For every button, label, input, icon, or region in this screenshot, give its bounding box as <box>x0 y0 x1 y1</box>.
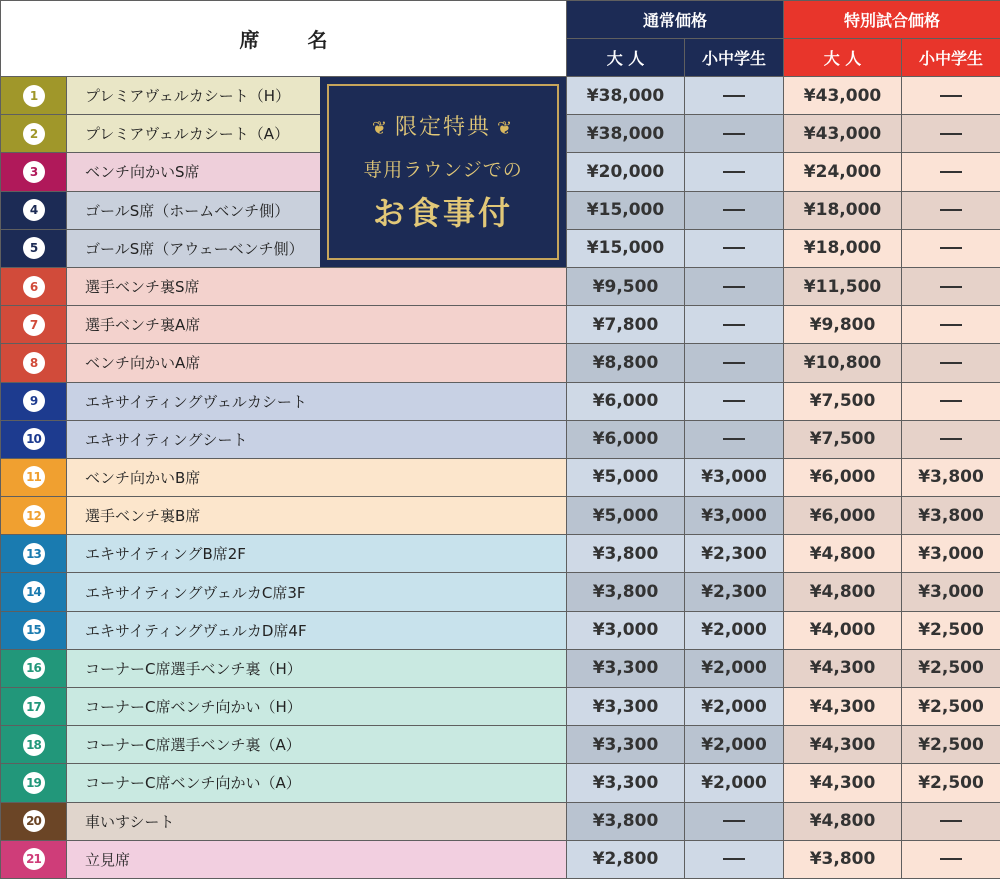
special-adult-price: ¥24,000 <box>784 153 902 191</box>
special-adult-header: 大 人 <box>784 39 902 77</box>
table-row <box>1 802 1000 840</box>
normal-adult-price: ¥15,000 <box>567 191 685 229</box>
table-row <box>1 649 1000 687</box>
special-child-price: ¥3,800 <box>902 458 1000 496</box>
normal-child-price: ¥2,300 <box>685 535 784 573</box>
seat-name: エキサイティングシート <box>67 420 567 458</box>
special-child-price-none <box>902 344 1000 382</box>
dash-mark <box>940 324 962 326</box>
dash-mark <box>723 95 745 97</box>
dash-mark <box>940 247 962 249</box>
row-number-badge: 19 <box>23 772 45 794</box>
normal-child-price-none <box>685 420 784 458</box>
special-adult-price: ¥6,000 <box>784 458 902 496</box>
seat-name: 選手ベンチ裏B席 <box>67 497 567 535</box>
row-number-cell <box>1 649 67 687</box>
normal-child-price: ¥2,000 <box>685 611 784 649</box>
seat-name: エキサイティングヴェルカC席3F <box>67 573 567 611</box>
wheat-icon: ❦ <box>497 118 515 139</box>
special-adult-price: ¥18,000 <box>784 191 902 229</box>
seat-name: 立見席 <box>67 840 567 878</box>
row-number-badge: 4 <box>23 199 45 221</box>
row-number-cell <box>1 267 67 305</box>
row-number-badge: 5 <box>23 237 45 259</box>
row-number-cell <box>1 382 67 420</box>
dash-mark <box>940 820 962 822</box>
normal-adult-price: ¥8,800 <box>567 344 685 382</box>
special-adult-price: ¥4,800 <box>784 802 902 840</box>
special-adult-price: ¥9,800 <box>784 306 902 344</box>
seat-name: コーナーC席選手ベンチ裏（H） <box>67 649 567 687</box>
row-number-badge: 17 <box>23 696 45 718</box>
seat-name: エキサイティングB席2F <box>67 535 567 573</box>
dash-mark <box>940 286 962 288</box>
row-number-cell <box>1 229 67 267</box>
special-adult-price: ¥4,000 <box>784 611 902 649</box>
row-number-cell <box>1 535 67 573</box>
promo-title: 限定特典 <box>394 115 491 140</box>
normal-price-header: 通常価格 <box>567 1 784 39</box>
special-adult-price: ¥4,300 <box>784 726 902 764</box>
row-number-badge: 12 <box>23 505 45 527</box>
normal-child-price-none <box>685 191 784 229</box>
normal-adult-price: ¥6,000 <box>567 382 685 420</box>
table-row <box>1 611 1000 649</box>
special-child-price-none <box>902 267 1000 305</box>
row-number-cell <box>1 497 67 535</box>
normal-child-price-none <box>685 306 784 344</box>
dash-mark <box>723 133 745 135</box>
row-number-cell <box>1 840 67 878</box>
seat-name: ベンチ向かいB席 <box>67 458 567 496</box>
row-number-badge: 10 <box>23 428 45 450</box>
dash-mark <box>940 133 962 135</box>
row-number-badge: 18 <box>23 734 45 756</box>
dash-mark <box>940 438 962 440</box>
normal-adult-price: ¥2,800 <box>567 840 685 878</box>
table-row <box>1 764 1000 802</box>
normal-child-price-none <box>685 344 784 382</box>
normal-child-price-none <box>685 267 784 305</box>
special-adult-price: ¥11,500 <box>784 267 902 305</box>
normal-child-price-none <box>685 115 784 153</box>
dash-mark <box>940 400 962 402</box>
table-row <box>1 573 1000 611</box>
special-adult-price: ¥7,500 <box>784 382 902 420</box>
normal-child-price-none <box>685 382 784 420</box>
normal-child-price: ¥2,000 <box>685 649 784 687</box>
wheat-icon: ❦ <box>371 118 389 139</box>
dash-mark <box>723 286 745 288</box>
special-child-price: ¥2,500 <box>902 688 1000 726</box>
normal-child-price: ¥2,000 <box>685 726 784 764</box>
row-number-cell <box>1 153 67 191</box>
row-number-badge: 1 <box>23 85 45 107</box>
dash-mark <box>940 171 962 173</box>
row-number-badge: 7 <box>23 314 45 336</box>
special-child-price: ¥2,500 <box>902 649 1000 687</box>
special-child-price-none <box>902 77 1000 115</box>
row-number-cell <box>1 611 67 649</box>
normal-adult-price: ¥15,000 <box>567 229 685 267</box>
seat-name: ゴールS席（アウェーベンチ側） <box>67 229 567 267</box>
row-number-badge: 9 <box>23 390 45 412</box>
seat-name: エキサイティングヴェルカシート <box>67 382 567 420</box>
dash-mark <box>723 247 745 249</box>
table-row <box>1 344 1000 382</box>
normal-adult-price: ¥3,300 <box>567 726 685 764</box>
seat-name: プレミアヴェルカシート（H） <box>67 77 567 115</box>
normal-child-price-none <box>685 229 784 267</box>
row-number-cell <box>1 573 67 611</box>
row-number-badge: 21 <box>23 848 45 870</box>
seat-name: プレミアヴェルカシート（A） <box>67 115 567 153</box>
normal-child-header: 小中学生 <box>685 39 784 77</box>
seat-name: コーナーC席ベンチ向かい（H） <box>67 688 567 726</box>
dash-mark <box>723 209 745 211</box>
normal-adult-price: ¥3,800 <box>567 573 685 611</box>
row-number-cell <box>1 420 67 458</box>
row-number-cell <box>1 191 67 229</box>
promo-line1: 専用ラウンジでの <box>363 159 523 181</box>
promo-line2: お食事付 <box>372 194 513 232</box>
special-child-price-none <box>902 153 1000 191</box>
row-number-cell <box>1 344 67 382</box>
special-child-price: ¥2,500 <box>902 764 1000 802</box>
dash-mark <box>940 362 962 364</box>
special-adult-price: ¥43,000 <box>784 77 902 115</box>
special-adult-price: ¥3,800 <box>784 840 902 878</box>
normal-child-price-none <box>685 840 784 878</box>
seat-name: 選手ベンチ裏S席 <box>67 267 567 305</box>
normal-child-price: ¥2,300 <box>685 573 784 611</box>
row-number-badge: 15 <box>23 619 45 641</box>
special-child-price: ¥2,500 <box>902 611 1000 649</box>
special-adult-price: ¥43,000 <box>784 115 902 153</box>
table-row <box>1 458 1000 496</box>
normal-adult-price: ¥7,800 <box>567 306 685 344</box>
normal-adult-price: ¥3,000 <box>567 611 685 649</box>
special-child-price-none <box>902 191 1000 229</box>
normal-adult-price: ¥3,300 <box>567 688 685 726</box>
row-number-badge: 6 <box>23 276 45 298</box>
dash-mark <box>940 95 962 97</box>
seat-name: エキサイティングヴェルカD席4F <box>67 611 567 649</box>
normal-adult-price: ¥38,000 <box>567 115 685 153</box>
normal-adult-price: ¥3,800 <box>567 535 685 573</box>
special-adult-price: ¥6,000 <box>784 497 902 535</box>
row-number-cell <box>1 458 67 496</box>
normal-child-price-none <box>685 802 784 840</box>
special-child-price: ¥3,000 <box>902 573 1000 611</box>
row-number-cell <box>1 306 67 344</box>
normal-adult-price: ¥3,800 <box>567 802 685 840</box>
special-child-price-none <box>902 115 1000 153</box>
special-child-price: ¥3,800 <box>902 497 1000 535</box>
special-adult-price: ¥10,800 <box>784 344 902 382</box>
dash-mark <box>723 171 745 173</box>
normal-child-price: ¥2,000 <box>685 764 784 802</box>
seat-name: ベンチ向かいA席 <box>67 344 567 382</box>
dash-mark <box>723 362 745 364</box>
special-child-price-none <box>902 229 1000 267</box>
special-child-price: ¥3,000 <box>902 535 1000 573</box>
promo-box <box>320 77 566 267</box>
special-adult-price: ¥4,800 <box>784 573 902 611</box>
seat-name: 車いすシート <box>67 802 567 840</box>
special-child-price-none <box>902 420 1000 458</box>
normal-adult-price: ¥3,300 <box>567 764 685 802</box>
normal-adult-price: ¥5,000 <box>567 458 685 496</box>
row-number-cell <box>1 726 67 764</box>
table-row <box>1 420 1000 458</box>
seat-name: コーナーC席ベンチ向かい（A） <box>67 764 567 802</box>
table-row <box>1 267 1000 305</box>
normal-adult-price: ¥5,000 <box>567 497 685 535</box>
promo-frame <box>327 84 559 260</box>
dash-mark <box>723 324 745 326</box>
special-child-price-none <box>902 802 1000 840</box>
seat-name: ゴールS席（ホームベンチ側） <box>67 191 567 229</box>
row-number-cell <box>1 688 67 726</box>
promo-title-line <box>329 110 557 141</box>
row-number-badge: 3 <box>23 161 45 183</box>
normal-adult-price: ¥20,000 <box>567 153 685 191</box>
row-number-badge: 2 <box>23 123 45 145</box>
special-adult-price: ¥4,300 <box>784 764 902 802</box>
table-row <box>1 688 1000 726</box>
row-number-badge: 8 <box>23 352 45 374</box>
row-number-cell <box>1 764 67 802</box>
normal-child-price-none <box>685 77 784 115</box>
row-number-badge: 13 <box>23 543 45 565</box>
normal-adult-price: ¥6,000 <box>567 420 685 458</box>
table-row <box>1 726 1000 764</box>
dash-mark <box>940 858 962 860</box>
row-number-badge: 11 <box>23 466 45 488</box>
table-row <box>1 497 1000 535</box>
special-child-price-none <box>902 382 1000 420</box>
row-number-cell <box>1 77 67 115</box>
seat-name: ベンチ向かいS席 <box>67 153 567 191</box>
special-adult-price: ¥4,300 <box>784 649 902 687</box>
normal-child-price: ¥3,000 <box>685 497 784 535</box>
normal-child-price-none <box>685 153 784 191</box>
row-number-cell <box>1 115 67 153</box>
special-adult-price: ¥4,300 <box>784 688 902 726</box>
table-row <box>1 535 1000 573</box>
dash-mark <box>940 209 962 211</box>
special-adult-price: ¥4,800 <box>784 535 902 573</box>
dash-mark <box>723 438 745 440</box>
table-row <box>1 382 1000 420</box>
dash-mark <box>723 820 745 822</box>
normal-adult-price: ¥3,300 <box>567 649 685 687</box>
normal-child-price: ¥3,000 <box>685 458 784 496</box>
special-price-header: 特別試合価格 <box>784 1 1000 39</box>
seat-name-header: 席名 <box>1 1 567 77</box>
special-child-price: ¥2,500 <box>902 726 1000 764</box>
special-child-price-none <box>902 840 1000 878</box>
table-row <box>1 306 1000 344</box>
normal-child-price: ¥2,000 <box>685 688 784 726</box>
row-number-badge: 16 <box>23 657 45 679</box>
normal-adult-price: ¥38,000 <box>567 77 685 115</box>
special-adult-price: ¥7,500 <box>784 420 902 458</box>
special-child-price-none <box>902 306 1000 344</box>
special-child-header: 小中学生 <box>902 39 1000 77</box>
table-row <box>1 840 1000 878</box>
normal-adult-header: 大 人 <box>567 39 685 77</box>
row-number-badge: 20 <box>23 810 45 832</box>
row-number-cell <box>1 802 67 840</box>
dash-mark <box>723 858 745 860</box>
normal-adult-price: ¥9,500 <box>567 267 685 305</box>
row-number-badge: 14 <box>23 581 45 603</box>
special-adult-price: ¥18,000 <box>784 229 902 267</box>
seat-name: コーナーC席選手ベンチ裏（A） <box>67 726 567 764</box>
seat-name: 選手ベンチ裏A席 <box>67 306 567 344</box>
dash-mark <box>723 400 745 402</box>
